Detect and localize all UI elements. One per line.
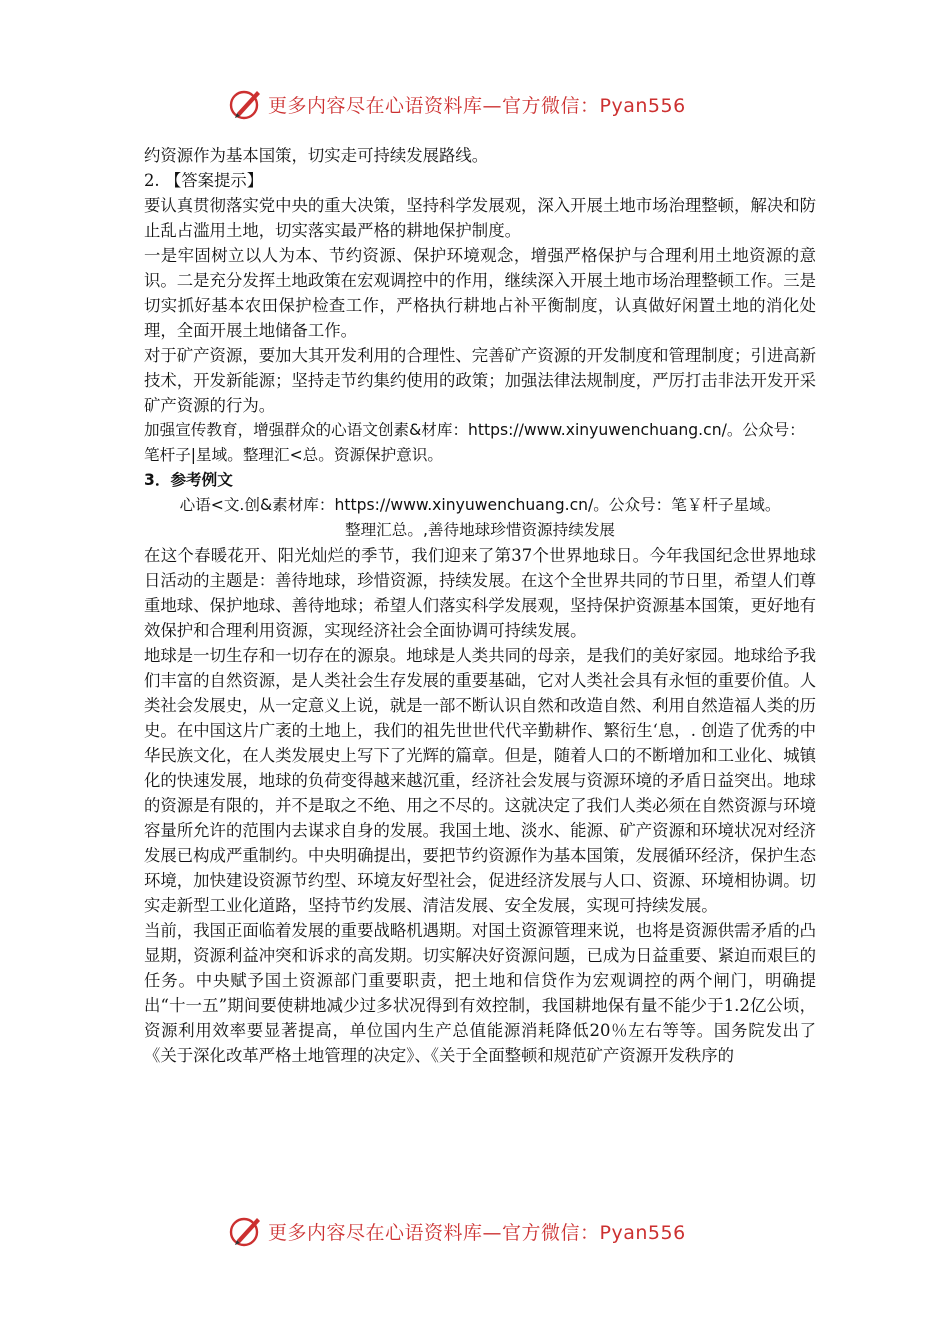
answer-hint-heading: 2. 【答案提示】	[144, 171, 264, 190]
pen-logo-icon	[228, 86, 264, 122]
paragraph: 地球是一切生存和一切存在的源泉。地球是人类共同的母亲，是我们的美好家园。地球给予我们丰富的自然资源，是人类社会生存发展的重要基础，它对人类社会具有永恒的重要价值。人类社会发展史，从一定意义上说，就是一部不断认识自然和改造自然、利用自然造福人类的历史。在中国这片广袤的土地上，我们的祖先世世代代辛勤耕作、繁衍生‘息，. 创造了优秀的中华民族文化，在人类发展史上写下了光辉的篇章。但是，随着人口的不断增加和工业化、城镇化的快速发展，地球的负荷变得越来越沉重，经济社会发展与资源环境的矛盾日益突出。地球的资源是有限的，并不是取之不绝、用之不尽的。这就决定了我们人类必须在自然资源与环境容量所允许的范围内去谋求自身的发展。我国土地、淡水、能源、矿产资源和环境状况对经济发展已构成严重制约。中央明确提出，要把节约资源作为基本国策，发展循环经济，保护生态环境，加快建设资源节约型、环境友好型社会，促进经济发展与人口、资源、环境相协调。切实走新型工业化道路，坚持节约发展、清洁发展、安全发展，实现可持续发展。	[144, 646, 817, 915]
paragraph: 要认真贯彻落实党中央的重大决策，坚持科学发展观，深入开展土地市场治理整顿，解决和防止乱占滥用土地，切实落实最严格的耕地保护制度。	[144, 196, 817, 240]
document-body	[144, 143, 816, 1068]
promo-paragraph: 加强宣传教育，增强群众的心语文创素&材库：https://www.xinyuwenchuang.cn/。公众号：笔杆子|星域。整理汇<总。资源保护意识。	[144, 421, 805, 464]
promo-line: 心语<文.创&素材库：https://www.xinyuwenchuang.cn/。公众号：笔￥杆子星域。	[179, 496, 781, 514]
watermark-text: 更多内容尽在心语资料库—官方微信：Pyan556	[268, 1221, 686, 1244]
essay-title: 整理汇总。,善待地球珍惜资源持续发展	[344, 521, 616, 539]
paragraph: 一是牢固树立以人为本、节约资源、保护环境观念，增强严格保护与合理利用土地资源的意识。二是充分发挥土地政策在宏观调控中的作用，继续深入开展土地市场治理整顿工作。三是切实抓好基本农田保护检查工作，严格执行耕地占补平衡制度，认真做好闲置土地的消化处理，全面开展土地储备工作。	[144, 246, 817, 340]
header-watermark	[228, 84, 686, 124]
paragraph: 在这个春暖花开、阳光灿烂的季节，我们迎来了第37个世界地球日。今年我国纪念世界地球日活动的主题是：善待地球，珍惜资源，持续发展。在这个全世界共同的节日里，希望人们尊重地球、保护地球、善待地球；希望人们落实科学发展观，坚持保护资源基本国策，更好地有效保护和合理利用资源，实现经济社会全面协调可持续发展。	[144, 546, 817, 640]
pen-logo-icon	[228, 1213, 264, 1249]
paragraph: 当前，我国正面临着发展的重要战略机遇期。对国土资源管理来说，也将是资源供需矛盾的凸显期，资源利益冲突和诉求的高发期。切实解决好资源问题，已成为日益重要、紧迫而艰巨的任务。中央赋予国土资源部门重要职责，把土地和信贷作为宏观调控的两个闸门，明确提出“十一五”期间要使耕地减少过多状况得到有效控制，我国耕地保有量不能少于1.2亿公顷，资源利用效率要显著提高，单位国内生产总值能源消耗降低20％左右等等。国务院发出了《关于深化改革严格土地管理的决定》、《关于全面整顿和规范矿产资源开发秩序的	[144, 921, 817, 1065]
paragraph: 约资源作为基本国策，切实走可持续发展路线。	[144, 146, 489, 165]
paragraph: 对于矿产资源，要加大其开发利用的合理性、完善矿产资源的开发制度和管理制度；引进高新技术，开发新能源；坚持走节约集约使用的政策；加强法律法规制度，严厉打击非法开发开采矿产资源的行为。	[144, 346, 817, 415]
section-heading: 3．参考例文	[144, 471, 233, 489]
footer-watermark	[228, 1211, 686, 1251]
watermark-text: 更多内容尽在心语资料库—官方微信：Pyan556	[268, 94, 686, 117]
